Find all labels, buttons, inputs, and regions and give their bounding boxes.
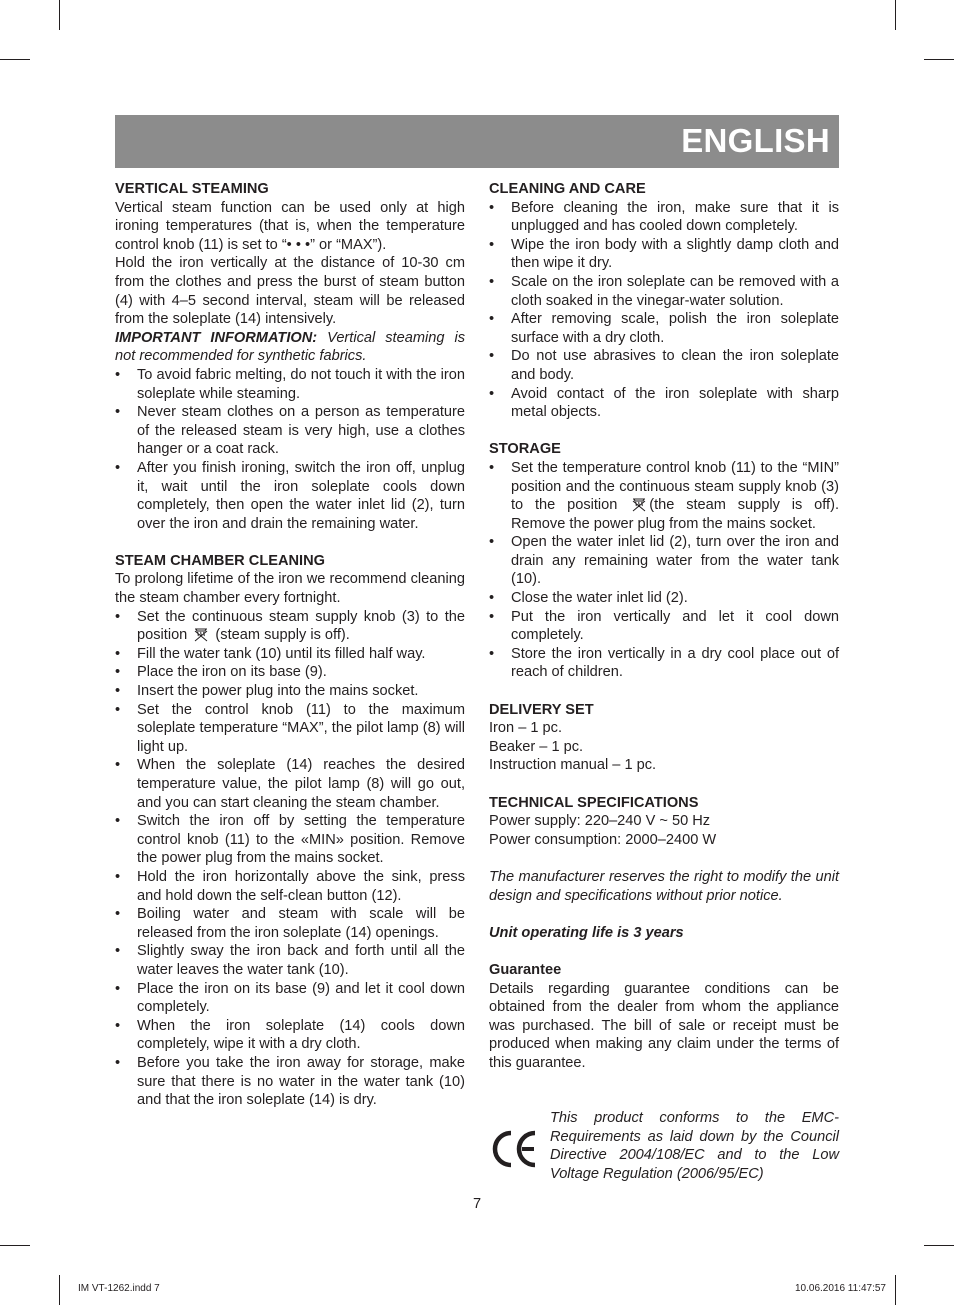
- crop-mark: [924, 1245, 954, 1246]
- crop-mark: [0, 1245, 30, 1246]
- crop-mark: [59, 0, 60, 30]
- print-slug-date: 10.06.2016 11:47:57: [794, 1283, 886, 1294]
- ce-conformity: [489, 1109, 839, 1189]
- list-item: • After you finish ironing, switch the iron off, unplug it, wait until the iron soleplate cools down completely, then open the water inlet lid (2), turn over the iron and drain the remaining water.: [115, 459, 465, 533]
- list-item: • Fill the water tank (10) until its filled half way.: [115, 645, 465, 664]
- list-item: • Open the water inlet lid (2), turn over the iron and drain any remaining water from the water tank (10).: [489, 533, 839, 589]
- steam-off-icon: [193, 626, 209, 642]
- language-banner: [115, 115, 839, 168]
- list-item: • After removing scale, polish the iron soleplate surface with a dry cloth.: [489, 310, 839, 347]
- list-item: [489, 459, 839, 533]
- bullet-list: [489, 459, 839, 682]
- delivery-item: Beaker – 1 pc.: [489, 738, 584, 755]
- important-text: Vertical steaming is not recommended for synthetic fabrics.: [115, 329, 465, 365]
- paragraph: To prolong lifetime of the iron we recommend cleaning the steam chamber every fortnight.: [115, 571, 465, 607]
- list-item: • Hold the iron horizontally above the sink, press and hold down the self-clean button (12).: [115, 868, 465, 905]
- spec-line: Power consumption: 2000–2400 W: [489, 831, 717, 848]
- list-item: • Boiling water and steam with scale will be released from the iron soleplate (14) openings.: [115, 905, 465, 942]
- paragraph: Vertical steam function can be used only at high ironing temperatures (that is, when the temperature control knob (11) is set to “• • •” or “MAX”).: [115, 199, 465, 253]
- steam-off-icon: [631, 496, 647, 512]
- ce-statement: This product conforms to the EMC-Requirements as laid down by the Council Directive 2004/108/EC and to the Low Voltage Regulation (2006/95/EC): [550, 1110, 839, 1182]
- section-heading: Guarantee: [489, 961, 562, 978]
- list-item: • When the iron soleplate (14) cools down completely, wipe it with a dry cloth.: [115, 1017, 465, 1054]
- section-heading: TECHNICAL SPECIFICATIONS: [489, 794, 699, 811]
- list-item: • Set the control knob (11) to the maximum soleplate temperature “MAX”, the pilot lamp (8) will light up.: [115, 701, 465, 757]
- list-item: • When the soleplate (14) reaches the desired temperature value, the pilot lamp (8) will go out, and you can start cleaning the steam chamber.: [115, 756, 465, 812]
- crop-mark: [895, 1275, 896, 1305]
- list-item-text: (steam supply is off).: [211, 627, 350, 644]
- list-item-text: Set the continuous steam supply knob (3) to the position: [137, 608, 465, 644]
- crop-mark: [59, 1275, 60, 1305]
- bullet-list: [115, 608, 465, 1110]
- list-item: • Before you take the iron away for storage, make sure that there is no water in the water tank (10) and that the iron soleplate (14) is dry.: [115, 1054, 465, 1110]
- guarantee-text: Details regarding guarantee conditions can be obtained from the dealer from whom the appliance was purchased. The bill of sale or receipt must be produced when making any claim under the terms of this guarantee.: [489, 980, 839, 1071]
- section-heading: STORAGE: [489, 441, 561, 458]
- list-item: • Wipe the iron body with a slightly damp cloth and then wipe it dry.: [489, 236, 839, 273]
- list-item: • Close the water inlet lid (2).: [489, 589, 839, 608]
- list-item: [115, 608, 465, 645]
- list-item-text: (the steam supply is off). Remove the power plug from the mains socket.: [511, 497, 839, 532]
- crop-mark: [895, 0, 896, 30]
- crop-mark: [924, 59, 954, 60]
- list-item: • To avoid fabric melting, do not touch it with the iron soleplate while steaming.: [115, 366, 465, 403]
- crop-mark: [0, 59, 30, 60]
- list-item: • Switch the iron off by setting the temperature control knob (11) to the «MIN» position. Remove the power plug from the mains socket.: [115, 812, 465, 868]
- list-item: • Insert the power plug into the mains socket.: [115, 682, 465, 701]
- ce-mark-icon: [489, 1129, 539, 1169]
- list-item: • Place the iron on its base (9).: [115, 663, 465, 682]
- list-item: • Place the iron on its base (9) and let it cool down completely.: [115, 980, 465, 1017]
- bullet-list: [115, 366, 465, 533]
- list-item-text: Set the temperature control knob (11) to the “MIN” position and the continuous steam supply knob (3) to the position: [511, 459, 839, 514]
- print-slug-file: IM VT-1262.indd 7: [78, 1283, 160, 1294]
- list-item: • Store the iron vertically in a dry cool place out of reach of children.: [489, 645, 839, 682]
- right-column: [489, 180, 839, 1073]
- paragraph: Hold the iron vertically at the distance of 10-30 cm from the clothes and press the burst of steam button (4) with 4–5 second interval, steam will be released from the soleplate (14) intensively.: [115, 255, 465, 328]
- operating-life: Unit operating life is 3 years: [489, 924, 684, 941]
- important-note: [115, 329, 465, 366]
- section-heading: STEAM CHAMBER CLEANING: [115, 552, 325, 569]
- list-item: • Never steam clothes on a person as temperature of the released steam is very high, use a clothes hanger or a coat rack.: [115, 403, 465, 459]
- list-item: • Scale on the iron soleplate can be removed with a cloth soaked in the vinegar-water solution.: [489, 273, 839, 310]
- list-item: • Before cleaning the iron, make sure that it is unplugged and has cooled down completely.: [489, 199, 839, 236]
- manufacturer-note: The manufacturer reserves the right to modify the unit design and specifications without prior notice.: [489, 868, 839, 904]
- list-item: • Put the iron vertically and let it cool down completely.: [489, 608, 839, 645]
- list-item: • Avoid contact of the iron soleplate with sharp metal objects.: [489, 385, 839, 422]
- important-label: IMPORTANT INFORMATION:: [115, 329, 318, 346]
- banner-title: ENGLISH: [681, 122, 830, 159]
- page-number: 7: [472, 1196, 482, 1212]
- delivery-item: Instruction manual – 1 pc.: [489, 757, 657, 774]
- left-column: [115, 180, 465, 1110]
- list-item: • Slightly sway the iron back and forth until all the water leaves the water tank (10).: [115, 942, 465, 979]
- section-heading: DELIVERY SET: [489, 701, 594, 718]
- section-heading: VERTICAL STEAMING: [115, 181, 269, 197]
- section-heading: CLEANING AND CARE: [489, 181, 646, 197]
- bullet-list: [489, 199, 839, 422]
- list-item: • Do not use abrasives to clean the iron soleplate and body.: [489, 347, 839, 384]
- delivery-item: Iron – 1 pc.: [489, 720, 563, 737]
- spec-line: Power supply: 220–240 V ~ 50 Hz: [489, 813, 711, 830]
